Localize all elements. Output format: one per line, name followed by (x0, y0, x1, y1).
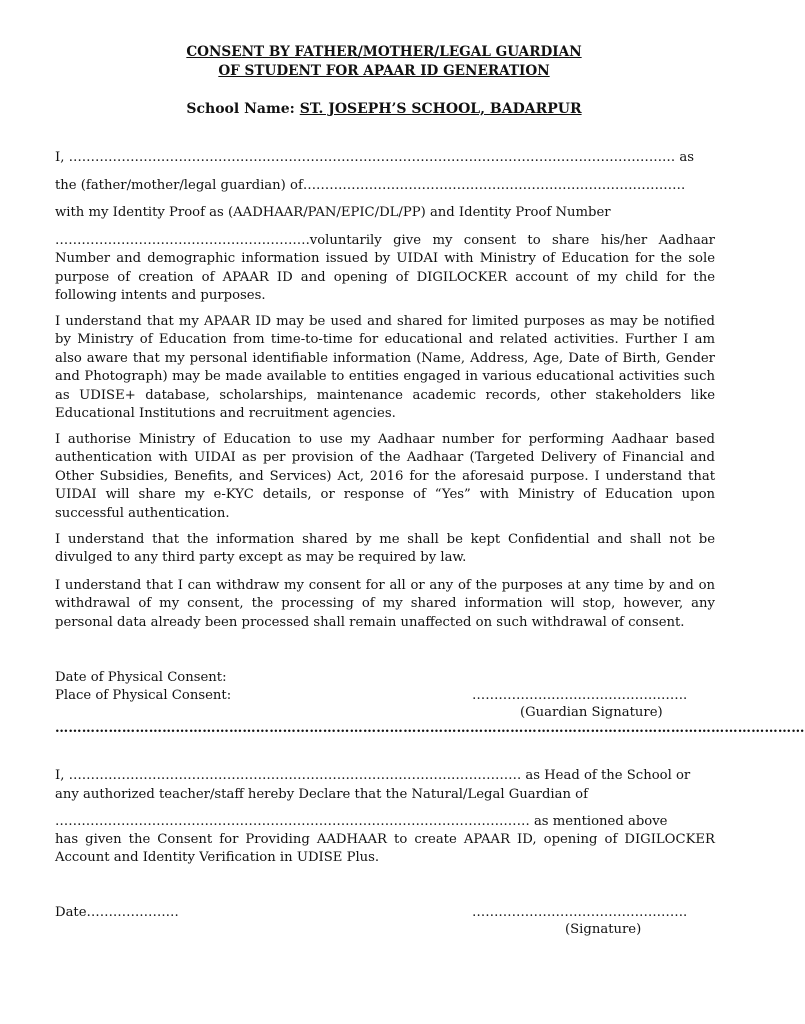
apaar-usage-paragraph: I understand that my APAAR ID may be used and shared for limited purposes as may be notified by Ministry of Education from time-to-time for educational and related activities. Further I am also aware that my personal identifiable information (Name, Address, Age, Date of Birth, Gender and Photograph) may be made available to entities engaged in various educational activities such as UDISE+ database, scholarships, maintenance academic records, other stakeholders like Educational Institutions and recruitment agencies. (55, 314, 715, 422)
confidentiality-paragraph: I understand that the information shared by me shall be kept Confidential and shall not be divulged to any third party except as may be required by law. (55, 532, 715, 566)
withdrawal-paragraph: I understand that I can withdraw my consent for all or any of the purposes at any time by and on withdrawal of my consent, the processing of my shared information will stop, however, any personal data already been processed shall remain unaffected on such withdrawal of consent. (55, 578, 715, 630)
school-name-row (0, 101, 768, 117)
head-of-school-line: I, …………………………………………………………………………………………. as Head of the School or (55, 768, 691, 783)
form-title-text-2: OF STUDENT FOR APAAR ID GENERATION (218, 63, 550, 79)
school-date-label: Date………………… (55, 905, 179, 920)
form-title-line-1 (0, 43, 768, 61)
place-of-consent-label: Place of Physical Consent: (55, 688, 232, 703)
authorized-staff-line: any authorized teacher/staff hereby Declare that the Natural/Legal Guardian of (55, 787, 588, 802)
school-signature-line: …………………………………………. (472, 905, 688, 920)
form-title-line-2 (0, 62, 768, 80)
school-name-value: ST. JOSEPH’S SCHOOL, BADARPUR (299, 101, 582, 117)
guardian-signature-label: (Guardian Signature) (520, 705, 663, 720)
authorisation-paragraph: I authorise Ministry of Education to use my Aadhaar number for performing Aadhaar based authentication with UIDAI as per provision of the Aadhaar (Targeted Delivery of Financial and Other Subsidies, Benefits, and Services) Act, 2016 for the aforesaid purpose. I understand that UIDAI will share my e-KYC details, or response of “Yes” with Ministry of Education upon successful authentication. (55, 432, 715, 521)
guardian-signature-line: …………………………………………. (472, 688, 688, 703)
section-divider: …………………………………………………………………………………………………………………………………………………… (55, 721, 805, 736)
guardian-name-line: I, ………………………………………………………………………………………………………………………… as (55, 150, 695, 165)
guardian-relation-line: the (father/mother/legal guardian) of…………………………………………………………………………… (55, 178, 686, 193)
school-signature-label: (Signature) (565, 922, 642, 937)
date-of-consent-label: Date of Physical Consent: (55, 670, 227, 685)
school-declaration-paragraph: has given the Consent for Providing AADHAAR to create APAAR ID, opening of DIGILOCKER Account and Identity Verification in UDISE Plus. (55, 832, 715, 866)
consent-paragraph: ………………………………………………….voluntarily give my consent to share his/her Aadhaar Number and demographic information issued by UIDAI with Ministry of Education for the sole purpose of creation of APAAR ID and opening of DIGILOCKER account of my child for the following intents and purposes. (55, 233, 715, 304)
school-name-label: School Name: (186, 101, 295, 117)
identity-proof-line: with my Identity Proof as (AADHAAR/PAN/EPIC/DL/PP) and Identity Proof Number (55, 205, 611, 220)
form-title-text-1: CONSENT BY FATHER/MOTHER/LEGAL GUARDIAN (186, 44, 582, 60)
guardian-mentioned-line: ……………………………………………………………………………………………… as mentioned above (55, 814, 668, 829)
